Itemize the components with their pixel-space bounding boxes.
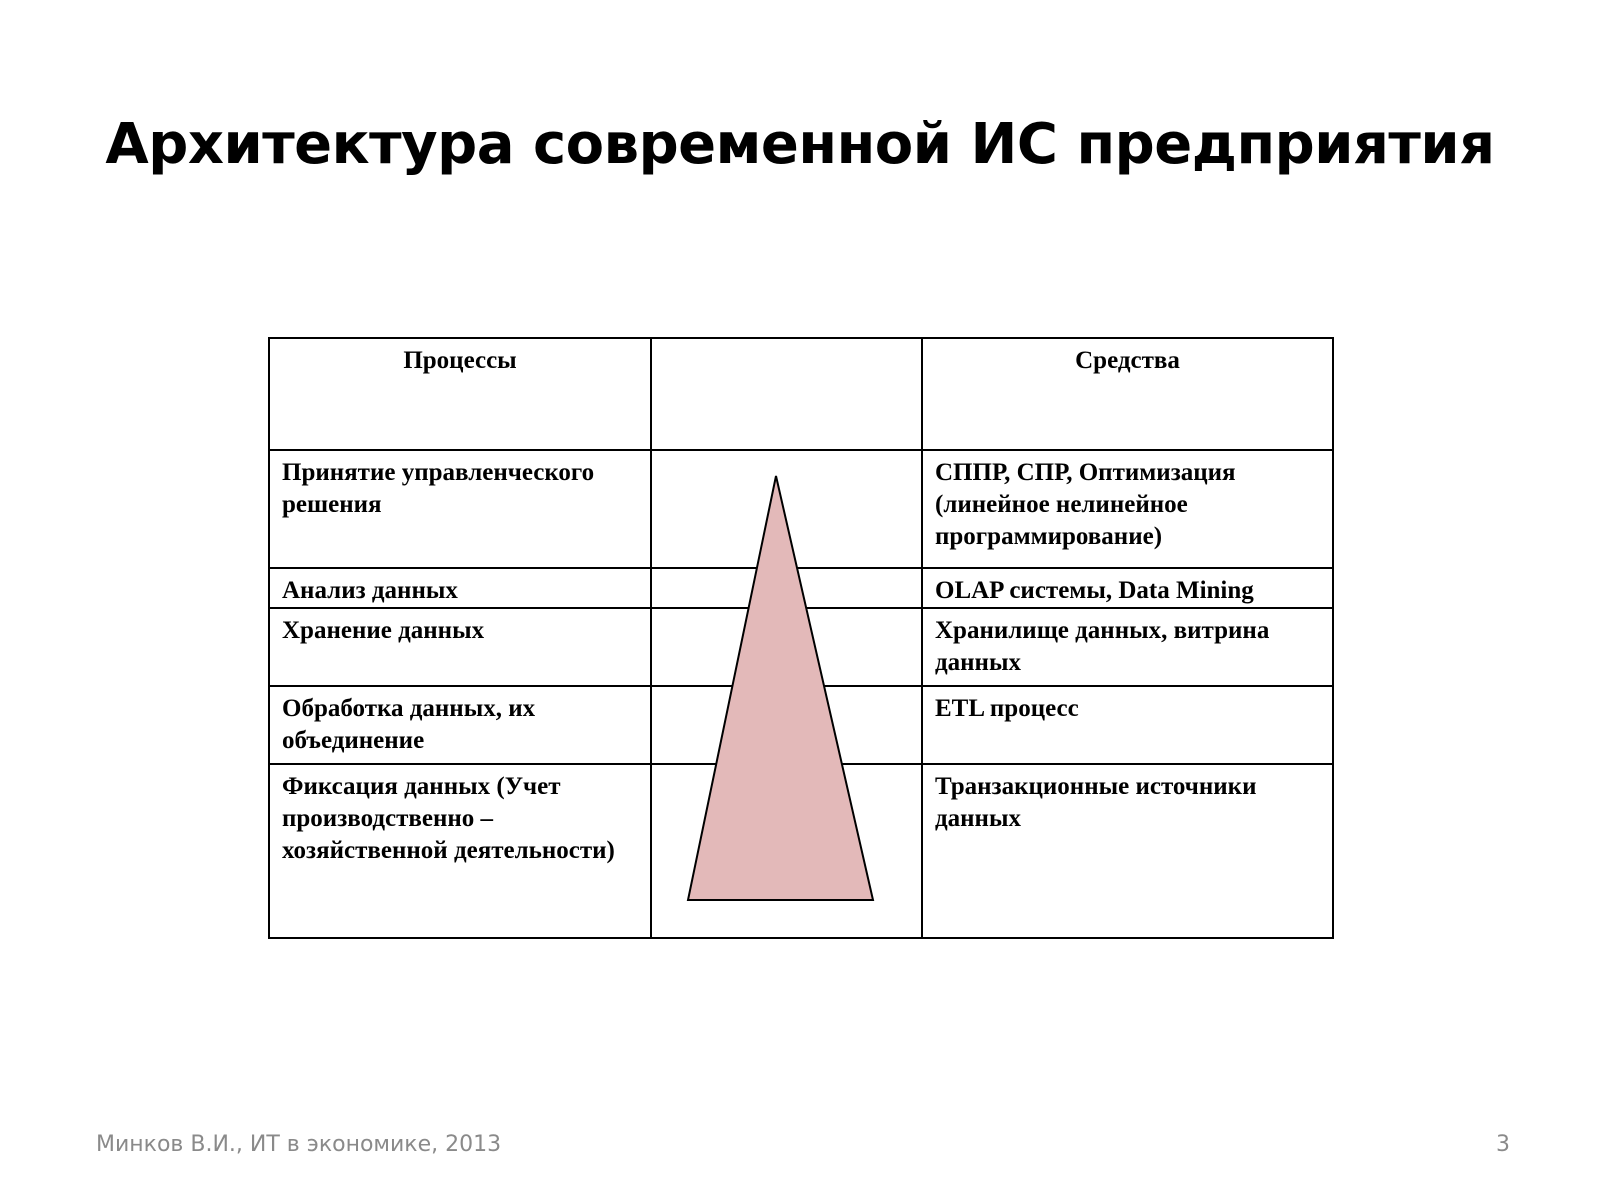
pyramid-cell <box>651 450 922 568</box>
pyramid-cell <box>651 686 922 764</box>
tool-cell: OLAP системы, Data Mining <box>922 568 1333 608</box>
header-tools: Средства <box>922 338 1333 450</box>
process-cell: Хранение данных <box>269 608 651 686</box>
table-row <box>269 450 1333 568</box>
process-cell: Анализ данных <box>269 568 651 608</box>
table-row <box>269 764 1333 938</box>
table-header-row <box>269 338 1333 450</box>
pyramid-cell <box>651 764 922 938</box>
header-middle <box>651 338 922 450</box>
slide-title: Архитектура современной ИС предприятия <box>105 112 1495 177</box>
table-row <box>269 568 1333 608</box>
tool-cell: СППР, СПР, Оптимизация (линейное нелинейное программирование) <box>922 450 1333 568</box>
page-number: 3 <box>1496 1132 1510 1157</box>
tool-cell: ETL процесс <box>922 686 1333 764</box>
tool-cell: Хранилище данных, витрина данных <box>922 608 1333 686</box>
tool-cell: Транзакционные источники данных <box>922 764 1333 938</box>
table-row <box>269 686 1333 764</box>
table-row <box>269 608 1333 686</box>
process-cell: Принятие управленческого решения <box>269 450 651 568</box>
header-processes: Процессы <box>269 338 651 450</box>
architecture-table <box>268 337 1334 939</box>
footer-author: Минков В.И., ИТ в экономике, 2013 <box>96 1132 502 1157</box>
pyramid-cell <box>651 608 922 686</box>
process-cell: Обработка данных, их объединение <box>269 686 651 764</box>
process-cell: Фиксация данных (Учет производственно – хозяйственной деятельности) <box>269 764 651 938</box>
pyramid-cell <box>651 568 922 608</box>
